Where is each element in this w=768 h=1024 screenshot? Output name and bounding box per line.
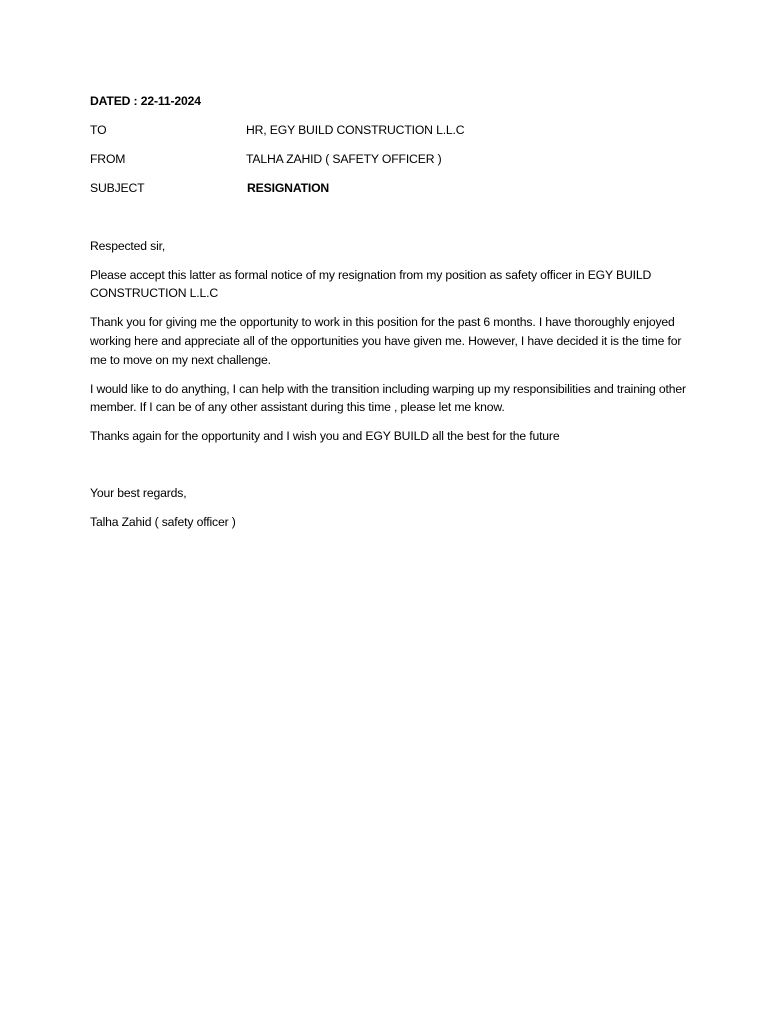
from-value: TALHA ZAHID ( SAFETY OFFICER )	[246, 151, 442, 166]
from-row	[90, 150, 690, 169]
resignation-letter	[90, 92, 690, 532]
to-row	[90, 121, 690, 140]
subject-row	[90, 179, 690, 198]
to-value: HR, EGY BUILD CONSTRUCTION L.L.C	[246, 122, 465, 137]
body-paragraph: Please accept this latter as formal notice of my resignation from my position as safety officer in EGY BUILD CONSTRUCTION L.L.C	[90, 267, 652, 301]
from-label: FROM	[90, 151, 126, 166]
subject-value: RESIGNATION	[247, 180, 330, 195]
to-label: TO	[90, 122, 107, 137]
closing: Your best regards,	[90, 485, 187, 500]
body-paragraph: I would like to do anything, I can help with the transition including warping up my responsibilities and training other member. If I can be of any other assistant during this time , please let me know.	[90, 381, 686, 415]
salutation: Respected sir,	[90, 238, 166, 253]
body-paragraph: Thanks again for the opportunity and I wish you and EGY BUILD all the best for the future	[90, 429, 560, 444]
subject-label: SUBJECT	[90, 180, 145, 195]
letter-date: DATED : 22-11-2024	[90, 94, 201, 108]
signature: Talha Zahid ( safety officer )	[90, 514, 236, 529]
body-paragraph: Thank you for giving me the opportunity to work in this position for the past 6 months. I have thoroughly enjoyed working here and appreciate all of the opportunities you have given me. However, I have decided it is the time for me to move on my next challenge.	[90, 315, 682, 367]
